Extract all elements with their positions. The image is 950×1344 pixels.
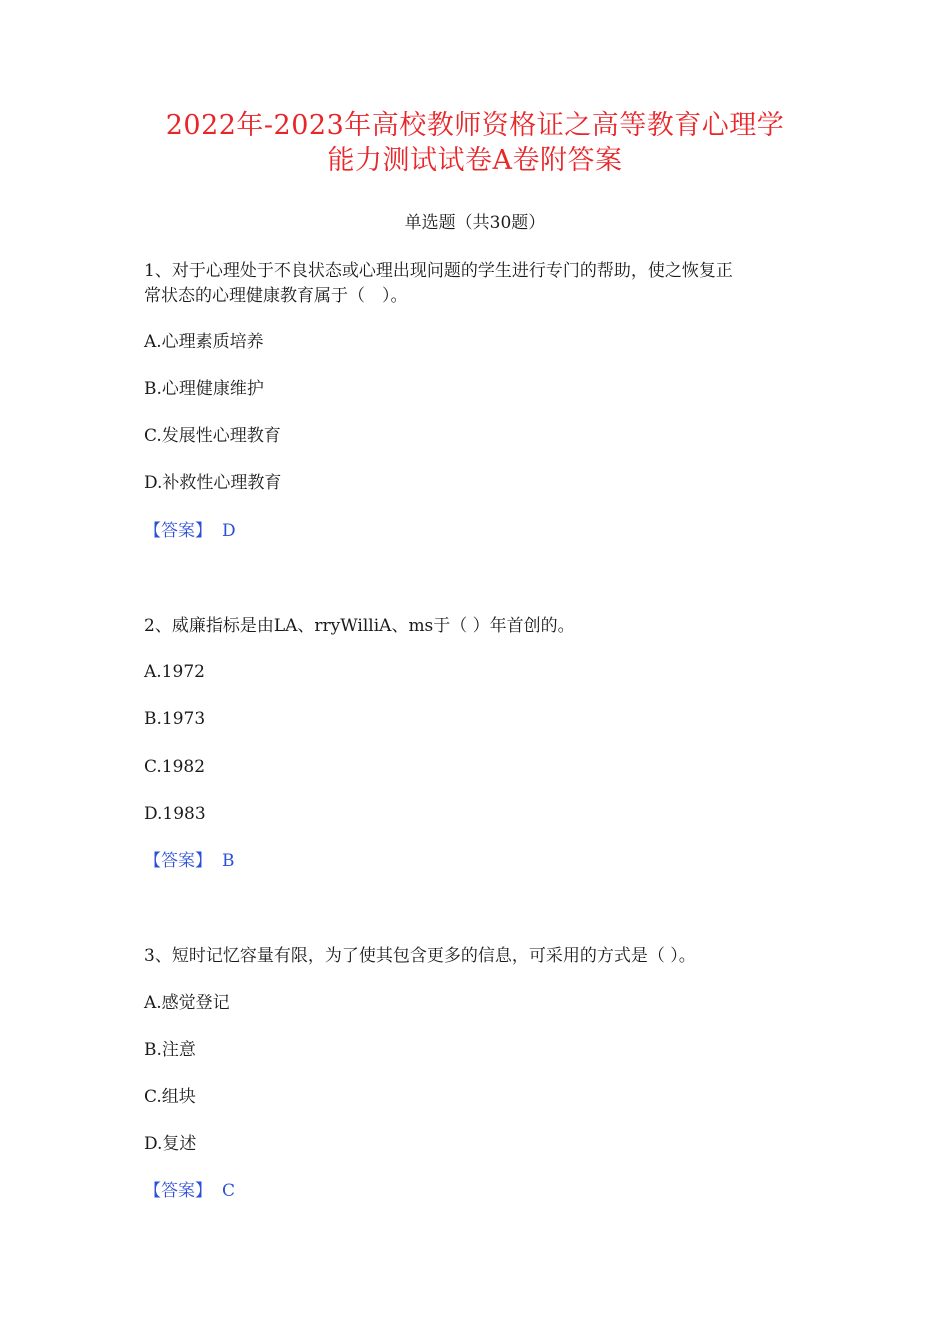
question-2-option-a: A.1972	[144, 662, 205, 682]
question-1-stem-line-1: 1、对于心理处于不良状态或心理出现问题的学生进行专门的帮助，使之恢复正	[144, 261, 733, 281]
question-3-option-b: B.注意	[144, 1040, 196, 1060]
answer-value: D	[222, 521, 236, 541]
answer-label: 【答案】	[144, 1181, 212, 1201]
answer-value: C	[222, 1181, 236, 1201]
question-2-answer	[144, 849, 235, 873]
question-1-option-d: D.补救性心理教育	[144, 473, 282, 493]
question-2-option-b: B.1973	[144, 709, 206, 729]
question-2-option-c: C.1982	[144, 757, 206, 777]
answer-value: B	[222, 851, 235, 871]
question-3-option-c: C.组块	[144, 1087, 196, 1107]
section-heading: 单选题（共30题）	[404, 213, 546, 233]
answer-label: 【答案】	[144, 851, 212, 871]
question-1-option-a: A.心理素质培养	[144, 332, 264, 352]
question-2-option-d: D.1983	[144, 804, 206, 824]
question-3-option-a: A.感觉登记	[144, 993, 230, 1013]
question-3-stem: 3、短时记忆容量有限，为了使其包含更多的信息，可采用的方式是（ ）。	[144, 946, 696, 966]
question-1-option-b: B.心理健康维护	[144, 379, 264, 399]
document-title-line-1: 2022年-2023年高校教师资格证之高等教育心理学	[165, 110, 785, 141]
question-1-stem-line-2: 常状态的心理健康教育属于（ ）。	[144, 286, 408, 306]
question-1-option-c: C.发展性心理教育	[144, 426, 281, 446]
question-3-option-d: D.复述	[144, 1134, 197, 1154]
question-1-answer	[144, 519, 236, 543]
question-2-stem: 2、威廉指标是由LA、rryWilliA、ms于（ ）年首创的。	[144, 616, 575, 636]
answer-label: 【答案】	[144, 521, 212, 541]
document-title-line-2: 能力测试试卷A卷附答案	[327, 145, 623, 176]
question-3-answer	[144, 1179, 235, 1203]
